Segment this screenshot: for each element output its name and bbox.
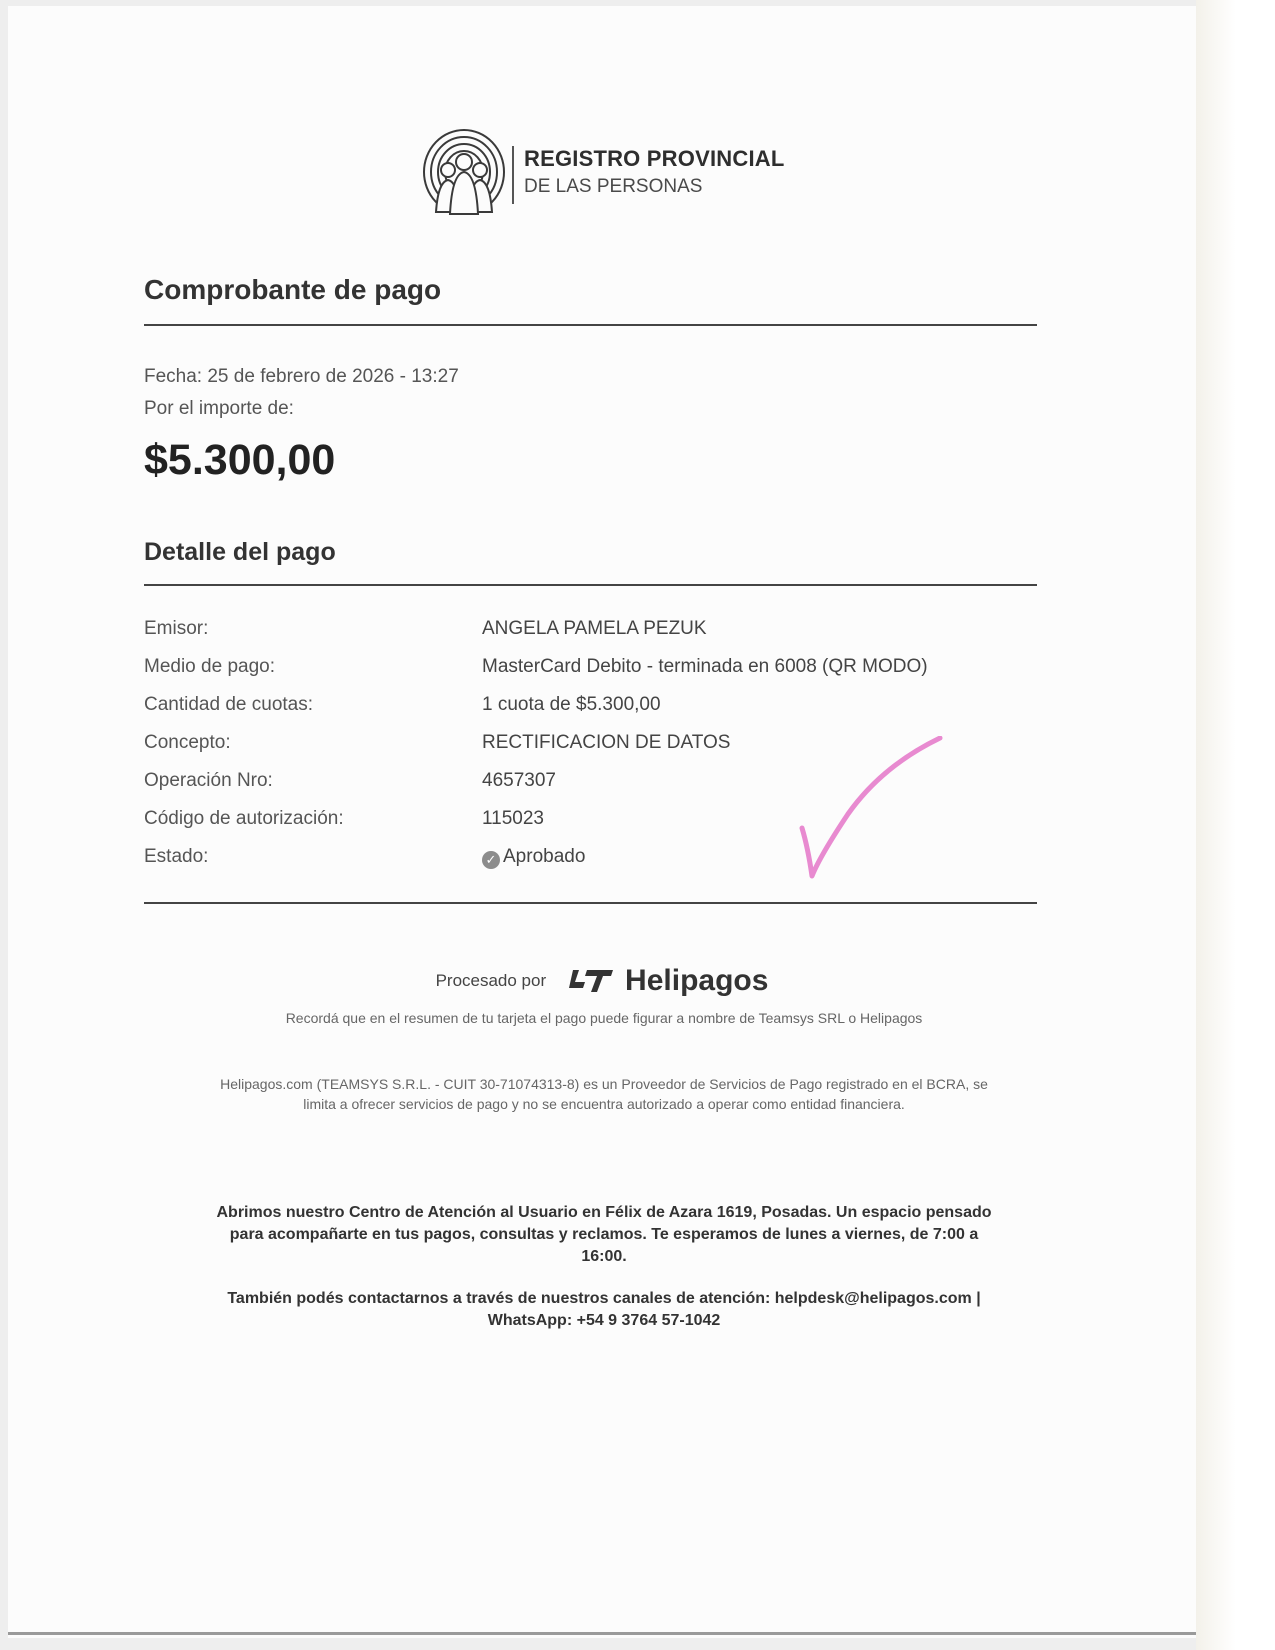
receipt-title: Comprobante de pago	[144, 274, 442, 305]
operacion-value: 4657307	[482, 770, 556, 791]
operacion-label: Operación Nro:	[144, 770, 273, 791]
check-circle-icon: ✓	[482, 851, 500, 869]
logo-subtitle: DE LAS PERSONAS	[524, 176, 703, 197]
estado-text: Aprobado	[503, 846, 586, 867]
contact-info: También podés contactarnos a través de nuestros canales de atención: helpdesk@helipagos.com | WhatsApp: +54 9 3764 57-1042	[227, 1290, 981, 1329]
title-divider	[144, 324, 1037, 326]
scan-bottom-edge	[8, 1632, 1196, 1635]
estado-value	[482, 846, 585, 869]
medio-pago-label: Medio de pago:	[144, 656, 275, 677]
concepto-label: Concepto:	[144, 732, 231, 753]
fingerprint-family-icon	[420, 126, 512, 218]
detail-divider-bottom	[144, 902, 1037, 904]
helipagos-logo-icon	[567, 968, 615, 994]
processed-label: Procesado por	[435, 971, 547, 990]
detail-divider-top	[144, 584, 1037, 586]
statement-note: Recordá que en el resumen de tu tarjeta el pago puede figurar a nombre de Teamsys SRL o Helipagos	[285, 1010, 923, 1026]
payment-date: Fecha: 25 de febrero de 2026 - 13:27	[144, 366, 459, 387]
service-center-info: Abrimos nuestro Centro de Atención al Usuario en Félix de Azara 1619, Posadas. Un espacio pensado para acompañarte en tus pagos, consultas y reclamos. Te esperamos de lunes a viernes, de 7:00 a 16:00.	[216, 1204, 992, 1265]
registro-logo	[420, 126, 785, 222]
handwritten-check-mark	[798, 736, 948, 886]
cuotas-value: 1 cuota de $5.300,00	[482, 694, 661, 715]
amount-label: Por el importe de:	[144, 398, 294, 419]
scan-edge	[1196, 0, 1275, 1650]
cuotas-label: Cantidad de cuotas:	[144, 694, 314, 715]
logo-title: REGISTRO PROVINCIAL	[524, 146, 785, 171]
processed-by	[8, 964, 1196, 998]
logo-divider	[512, 146, 514, 204]
concepto-value: RECTIFICACION DE DATOS	[482, 732, 731, 753]
medio-pago-value: MasterCard Debito - terminada en 6008 (QR MODO)	[482, 656, 928, 677]
emisor-value: ANGELA PAMELA PEZUK	[482, 618, 707, 639]
payment-amount: $5.300,00	[144, 436, 336, 484]
estado-label: Estado:	[144, 846, 209, 867]
autorizacion-label: Código de autorización:	[144, 808, 344, 829]
legal-note: Helipagos.com (TEAMSYS S.R.L. - CUIT 30-71074313-8) es un Proveedor de Servicios de Pago registrado en el BCRA, se limita a ofrecer servicios de pago y no se encuentra autorizado a operar como entidad financiera.	[220, 1076, 988, 1112]
autorizacion-value: 115023	[482, 808, 544, 829]
receipt-page	[8, 6, 1196, 1638]
detail-title: Detalle del pago	[144, 538, 336, 566]
emisor-label: Emisor:	[144, 618, 209, 639]
helipagos-brand	[567, 964, 769, 998]
helipagos-name: Helipagos	[625, 964, 769, 997]
